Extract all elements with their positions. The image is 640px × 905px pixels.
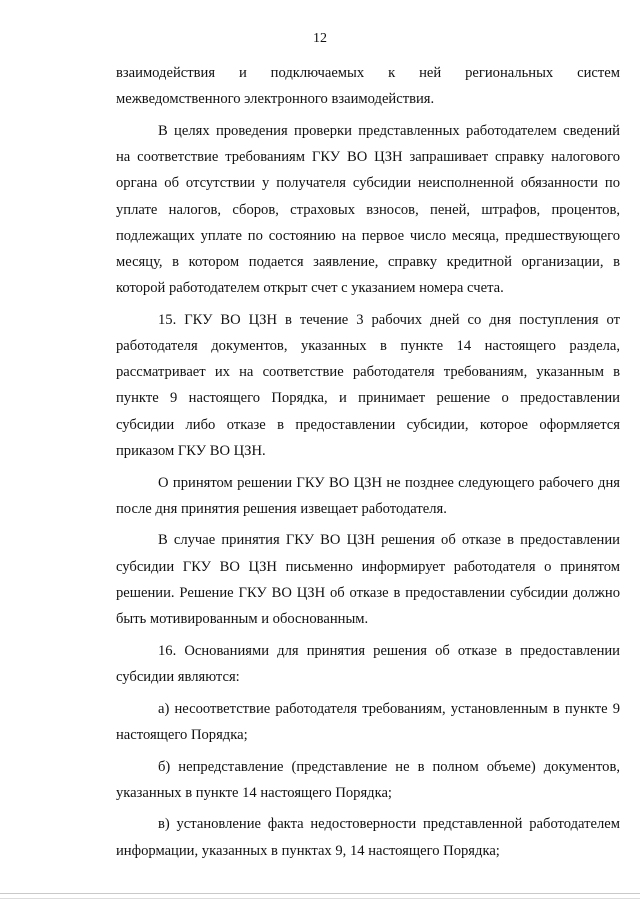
page-number: 12 (313, 31, 327, 46)
paragraph-continuation: взаимодействия и подключаемых к ней региональных систем межведомственного электронного взаимодействия. (116, 65, 620, 108)
paragraph-clause-16: 16. Основаниями для принятия решения об отказе в предоставлении субсидии являются: (116, 642, 620, 685)
paragraph-clause-15: 15. ГКУ ВО ЦЗН в течение 3 рабочих дней со дня поступления от работодателя документов, указанных в пункте 14 настоящего раздела, рассматривает их на соответствие работодателя требованиям, указанным в пункте 9 настоящего Порядка, и принимает решение о предоставлении субсидии либо отказе в предоставлении субсидии, которое оформляется приказом ГКУ ВО ЦЗН. (116, 311, 620, 459)
scan-edge-line (0, 898, 640, 899)
paragraph-item-b: б) непредставление (представление не в полном объеме) документов, указанных в пункте 14 настоящего Порядка; (116, 758, 620, 801)
paragraph-refusal-info: В случае принятия ГКУ ВО ЦЗН решения об отказе в предоставлении субсидии ГКУ ВО ЦЗН письменно информирует работодателя о принятом решении. Решение ГКУ ВО ЦЗН об отказе в предоставлении субсидии должно быть мотивированным и обоснованным. (116, 532, 620, 628)
paragraph-notification: О принятом решении ГКУ ВО ЦЗН не позднее следующего рабочего дня после дня принятия решения извещает работодателя. (116, 474, 620, 517)
document-body (116, 60, 620, 869)
paragraph-item-v: в) установление факта недостоверности представленной работодателем информации, указанных в пунктах 9, 14 настоящего Порядка; (116, 816, 620, 859)
scan-edge-line (0, 893, 640, 894)
paragraph-verification: В целях проведения проверки представленных работодателем сведений на соответствие требованиям ГКУ ВО ЦЗН запрашивает справку налогового органа об отсутствии у получателя субсидии неисполненной обязанности по уплате налогов, сборов, страховых взносов, пеней, штрафов, процентов, подлежащих уплате по состоянию на первое число месяца, предшествующего месяцу, в котором подается заявление, справку кредитной организации, в которой работодателем открыт счет с указанием номера счета. (116, 122, 620, 297)
paragraph-item-a: а) несоответствие работодателя требованиям, установленным в пункте 9 настоящего Порядка; (116, 700, 620, 743)
